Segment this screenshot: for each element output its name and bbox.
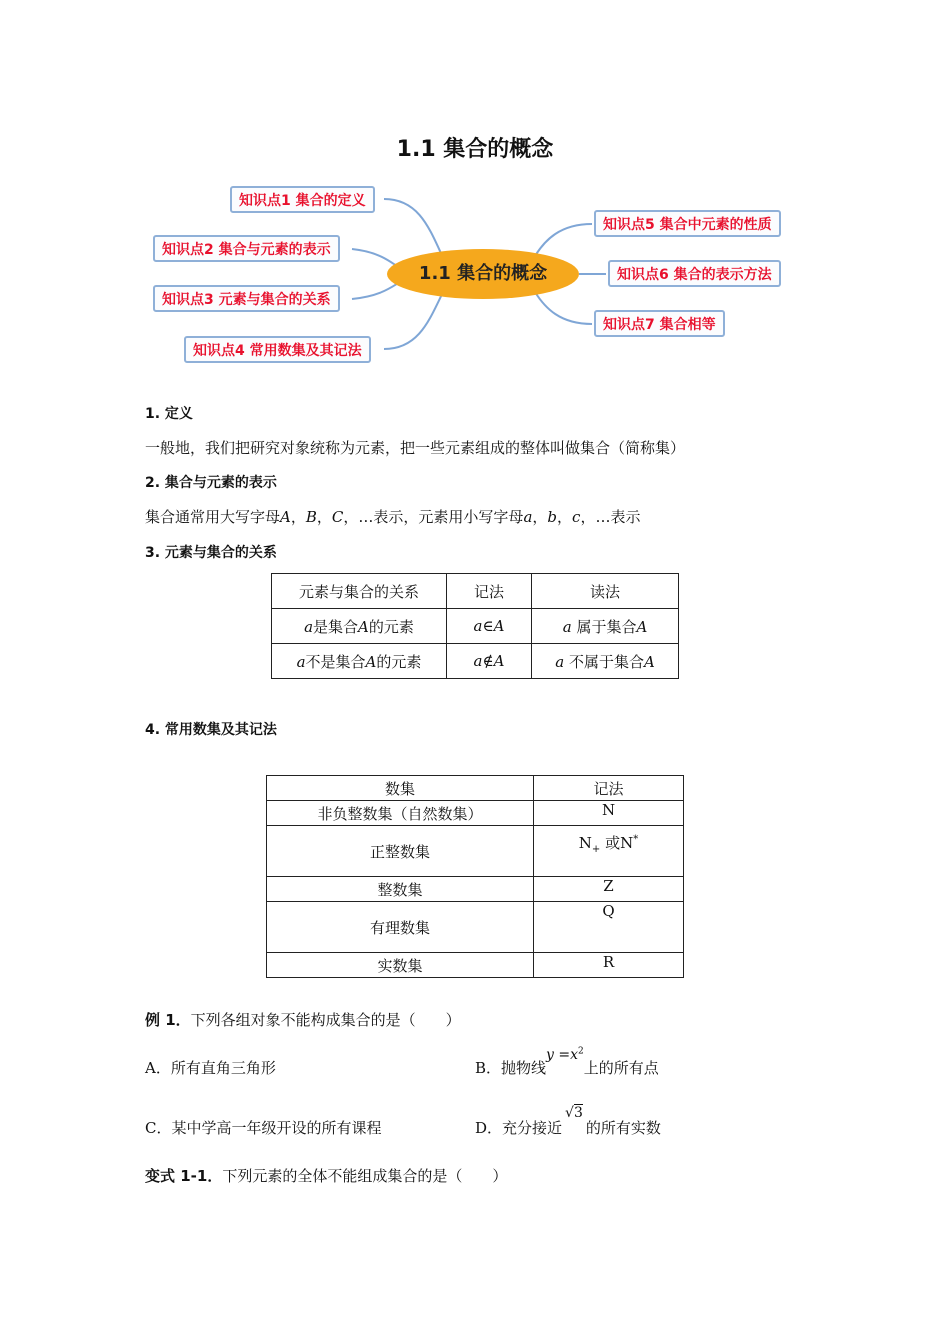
subscript: + [591, 844, 601, 855]
variant-question: 下列元素的全体不能组成集合的是（ ） [222, 1167, 508, 1185]
var-a: a [304, 617, 314, 636]
var-a: a [562, 617, 572, 636]
var-A: A [365, 652, 377, 671]
example-1 [145, 1009, 461, 1030]
table-header-row [267, 776, 684, 801]
cell-text: 或 [605, 834, 621, 852]
table-header: 读法 [532, 574, 679, 609]
table-row [267, 826, 684, 877]
option-a: A．所有直角三角形 [145, 1059, 276, 1077]
symbol: N [620, 834, 634, 852]
section-1-text: 一般地，我们把研究对象统称为元素，把一些元素组成的整体叫做集合（简称集） [145, 439, 686, 457]
option-text: D．充分接近 [475, 1119, 563, 1137]
table-row [267, 801, 684, 826]
option-d [475, 1105, 661, 1138]
mindmap-connectors [0, 0, 950, 380]
option-b [475, 1046, 659, 1078]
var-A: A [358, 617, 369, 636]
relation-table [271, 573, 679, 679]
table-row [267, 877, 684, 902]
cell-text: 的元素 [376, 652, 422, 671]
table-cell: a∉A [447, 644, 532, 679]
table-cell [272, 644, 447, 679]
section-3-heading: 3. 元素与集合的关系 [145, 545, 277, 561]
table-cell: 正整数集 [267, 826, 534, 877]
symbol: N [578, 834, 592, 852]
formula [546, 1047, 584, 1063]
example-question: 下列各组对象不能构成集合的是（ ） [190, 1011, 461, 1029]
mindmap-node-2: 知识点2 集合与元素的表示 [153, 235, 340, 262]
table-cell: 整数集 [267, 877, 534, 902]
text-part: 表示 [610, 508, 641, 526]
sqrt-formula: √3 [565, 1105, 583, 1121]
mindmap-node-7: 知识点7 集合相等 [594, 310, 725, 337]
table-header: 记法 [534, 776, 684, 801]
var-C: C [331, 508, 344, 526]
table-header-row [272, 574, 679, 609]
variant-label: 变式 1-1． [145, 1167, 223, 1185]
comma: ， [290, 508, 306, 526]
table-row [272, 644, 679, 679]
option-c: C．某中学高一年级开设的所有课程 [145, 1119, 382, 1137]
radicand: 3 [573, 1105, 583, 1121]
table-cell: 实数集 [267, 953, 534, 978]
cell-text: 不属于集合 [568, 652, 644, 671]
var-A: A [280, 508, 291, 526]
var-A: A [636, 617, 648, 636]
table-cell: Z [534, 877, 684, 902]
table-cell: R [534, 953, 684, 978]
comma: ， [343, 508, 359, 526]
number-sets-table [266, 775, 684, 978]
option-text: 上的所有点 [583, 1059, 659, 1077]
table-header: 记法 [447, 574, 532, 609]
section-2-text [145, 506, 640, 527]
var-B: B [305, 508, 317, 526]
table-row [267, 902, 684, 953]
cell-text: 属于集合 [576, 617, 637, 636]
formula-text: y =x [546, 1047, 579, 1063]
table-cell: N [534, 801, 684, 826]
mindmap-node-4: 知识点4 常用数集及其记法 [184, 336, 371, 363]
exponent: 2 [578, 1046, 584, 1057]
mindmap-node-6: 知识点6 集合的表示方法 [608, 260, 781, 287]
table-header: 元素与集合的关系 [272, 574, 447, 609]
page-title: 1.1 集合的概念 [396, 137, 554, 162]
var-A: A [643, 652, 655, 671]
text-part: 集合通常用大写字母 [145, 508, 281, 526]
var-c: c [572, 508, 581, 526]
ellipsis: … [358, 508, 374, 526]
ellipsis: … [595, 508, 611, 526]
option-text: 的所有实数 [585, 1119, 661, 1137]
table-header: 数集 [267, 776, 534, 801]
cell-text: 是集合 [313, 617, 359, 636]
section-2-heading: 2. 集合与元素的表示 [145, 475, 277, 491]
table-cell [532, 609, 679, 644]
table-row [272, 609, 679, 644]
superscript: * [633, 834, 639, 845]
table-cell [534, 826, 684, 877]
section-1-heading: 1. 定义 [145, 406, 193, 422]
var-b: b [547, 508, 558, 526]
comma: ， [580, 508, 596, 526]
table-cell: 非负整数集（自然数集） [267, 801, 534, 826]
table-cell: Q [534, 902, 684, 953]
mindmap-node-5: 知识点5 集合中元素的性质 [594, 210, 781, 237]
comma: ， [316, 508, 332, 526]
var-a: a [296, 652, 306, 671]
table-cell [272, 609, 447, 644]
table-row [267, 953, 684, 978]
mindmap-node-1: 知识点1 集合的定义 [230, 186, 375, 213]
text-part: 表示，元素用小写字母 [373, 508, 524, 526]
mindmap-node-3: 知识点3 元素与集合的关系 [153, 285, 340, 312]
var-a: a [523, 508, 533, 526]
comma: ， [532, 508, 548, 526]
mindmap-center: 1.1 集合的概念 [387, 249, 579, 299]
comma: ， [557, 508, 573, 526]
example-label: 例 1． [145, 1011, 191, 1029]
table-cell: a∈A [447, 609, 532, 644]
var-a: a [555, 652, 565, 671]
table-cell: 有理数集 [267, 902, 534, 953]
cell-text: 的元素 [368, 617, 414, 636]
section-4-heading: 4. 常用数集及其记法 [145, 722, 277, 738]
table-cell [532, 644, 679, 679]
cell-text: 不是集合 [305, 652, 366, 671]
variant-1-1 [145, 1165, 507, 1186]
option-text: B．抛物线 [475, 1059, 547, 1077]
